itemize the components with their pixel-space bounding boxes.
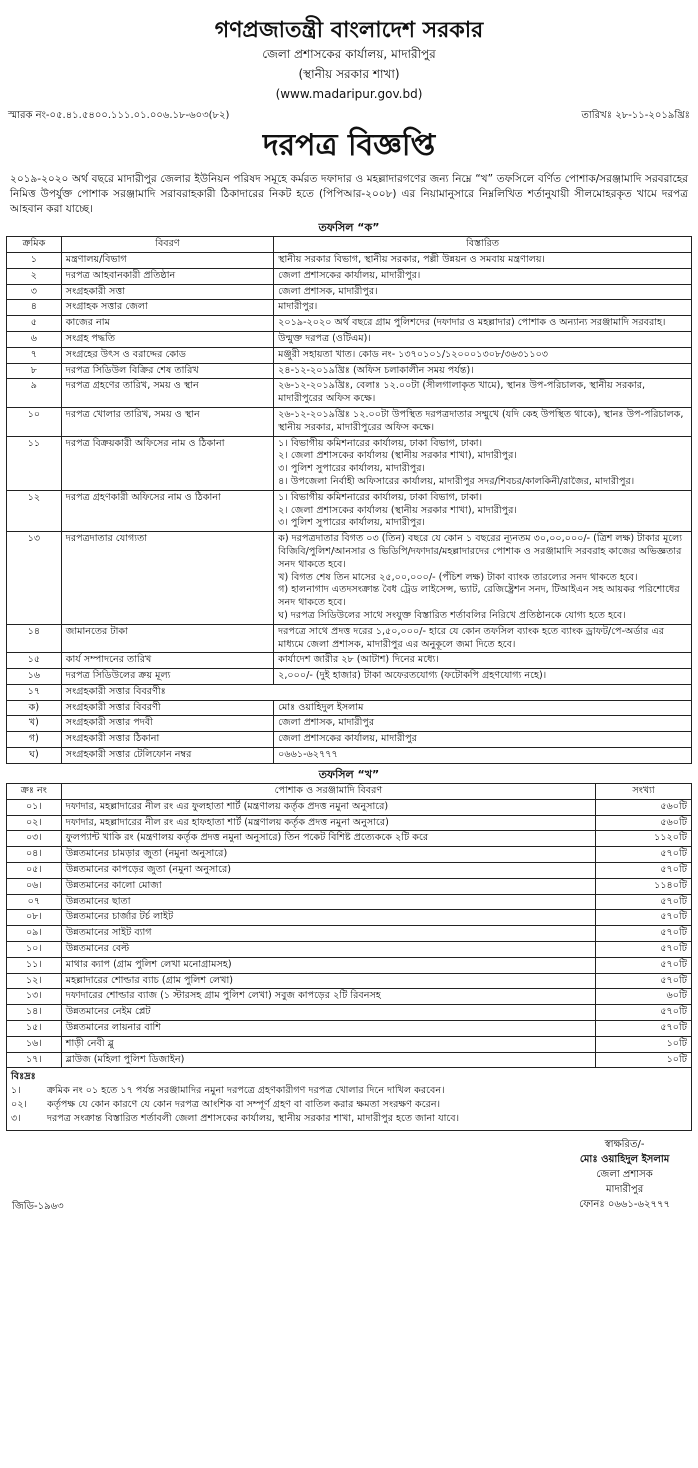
item-serial: ০৩। [7,831,62,847]
table-row [7,316,692,332]
item-serial: ০৪। [7,847,62,863]
note-number: ০২। [11,1099,27,1111]
table-row [7,684,692,700]
row-serial: ১ [7,252,62,268]
signed-label: স্বাক্ষরিত/- [604,1139,645,1151]
row-serial: ১১ [7,436,62,490]
item-quantity: ৫৭০টি [596,926,692,942]
item-quantity: ৫৭০টি [596,957,692,973]
row-detail: ২৬-১২-২০১৯খ্রিঃ ১২.০০টা উপস্থিত দরপত্রদাতার সম্মুখে (যদি কেহ উপস্থিত থাকে), স্থানঃ উপ-পরিচালক, স্থানীয় সরকার, মাদারীপুরের অফিস কক্ষে। [274,407,692,436]
table-row [7,1036,692,1052]
schedule-ka-title: তফসিল “ক” [318,221,380,234]
item-quantity: ৫৭০টি [596,973,692,989]
intro-paragraph: ২০১৯-২০২০ অর্থ বছরে মাদারীপুর জেলার ইউনিয়ন পরিষদ সমূহে কর্মরত দফাদার ও মহল্লাদারগণের জন্য নিম্নে “খ” তফসিলে বর্ণিত পোশাক/সরঞ্জামাদি সরবরাহের নিমিত্ত উপর্যুক্ত পোশাক সরঞ্জামাদি সরাবরাহকারী ঠিকাদারের নিকট হতে (পিপিআর-২০০৮) এর নিয়ামানুসারে নিম্নলিখিত শর্তানুযায়ী সীলমোহরকৃত খামে দরপত্র আহবান করা যাচ্ছে। [10,173,688,215]
row-detail: জেলা প্রশাসক, মাদারীপুর। [274,284,692,300]
note-text: ক্রমিক নং ০১ হতে ১৭ পর্যন্ত সরঞ্জামাদির নমুনা দরপত্রে গ্রহণকারীগণ দরপত্র খোলার দিনে দাখিল করবেন। [47,1085,445,1097]
note-item [11,1112,687,1126]
item-description: ফুলপ্যান্ট খাকি রং (মন্ত্রণালয় কর্তৃক প্রদত্ত নমুনা অনুসারে) তিন পকেট বিশিষ্ট প্রত্যেককে ২টি করে [61,831,595,847]
row-serial: ৮ [7,363,62,379]
table-row [7,831,692,847]
signature-block [579,1137,670,1212]
row-item: সংগ্রহকারী সত্তার বিবরণী [61,700,273,716]
memo-row [6,110,692,122]
header-description: পোশাক ও সরঞ্জামাদি বিবরণ [61,784,595,800]
row-serial: ১৪ [7,624,62,653]
item-serial: ০১। [7,799,62,815]
row-serial: ১৫ [7,653,62,669]
item-description: দফাদার, মহল্লাদারের নীল রং এর ফুলহাতা শার্ট (মন্ত্রণালয় কর্তৃক প্রদত্ত নমুনা অনুসারে) [61,799,595,815]
table-row [7,863,692,879]
table-row [7,300,692,316]
list-item: ১। বিভাগীয় কমিশনারের কার্যালয়, ঢাকা বিভাগ, ঢাকা। [278,437,483,449]
list-item: ৪। উপজেলা নির্বাহী অফিসারের কার্যালয়, মাদারীপুর সদর/শিবচর/কালকিনী/রাজৈর, মাদারীপুর। [278,475,635,487]
gd-number: জিডি-১৯৬৩ [12,1201,64,1213]
website: (www.madaripur.gov.bd) [275,87,423,101]
item-description: মহল্লাদারের শোল্ডার ব্যাচ (গ্রাম পুলিশ লেখা) [61,973,595,989]
row-serial: গ) [7,732,62,748]
table-row [7,268,692,284]
row-detail: জেলা প্রশাসকের কার্যালয়, মাদারীপুর [274,732,692,748]
note-item [11,1084,687,1098]
item-quantity: ৫৬০টি [596,815,692,831]
row-item: সংগ্রহকারী সত্তার টেলিফোন নম্বর [61,748,273,764]
item-quantity: ৫৭০টি [596,847,692,863]
signatory-place: মাদারীপুর [605,1184,644,1196]
item-serial: ১৭। [7,1052,62,1068]
item-serial: ১২। [7,973,62,989]
row-detail: ০৬৬১-৬২৭৭৭ [274,748,692,764]
row-serial: ৪ [7,300,62,316]
row-detail: কার্যাদেশ জারীর ২৮ (আটাশ) দিনের মধ্যে। [274,653,692,669]
row-detail: উন্মুক্ত দরপত্র (ওটিএম)। [274,331,692,347]
row-serial: ১৩ [7,532,62,625]
table-row [7,957,692,973]
item-serial: ১৪। [7,1005,62,1021]
row-serial: ১৬ [7,669,62,685]
row-serial: খ) [7,716,62,732]
table-row [7,894,692,910]
row-detail: মাদারীপুর। [274,300,692,316]
table-row [7,653,692,669]
table-row [7,669,692,685]
table-row [7,347,692,363]
table-row [7,490,692,531]
row-item: সংগ্রহ পদ্ধতি [61,331,273,347]
table-row [7,331,692,347]
row-serial: ১২ [7,490,62,531]
note-text: কর্তৃপক্ষ যে কোন কারণে যে কোন দরপত্র আংশিক বা সম্পূর্ণ গ্রহণ বা বাতিল করার ক্ষমতা সংরক্ষণ করেন। [47,1099,440,1111]
list-item: ৩। পুলিশ সুপারের কার্যালয়, মাদারীপুর। [278,463,425,475]
table-row [7,700,692,716]
row-item: জামানতের টাকা [61,624,273,653]
item-description: মাথার ক্যাপ (গ্রাম পুলিশ লেখা মনোগ্রামসহ) [61,957,595,973]
table-row [7,624,692,653]
list-item: ২। জেলা প্রশাসকের কার্যালয় (স্থানীয় সরকার শাখা), মাদারীপুর। [278,450,517,462]
row-detail: জেলা প্রশাসক, মাদারীপুর [274,716,692,732]
item-description: উন্নতমানের ছাতা [61,894,595,910]
list-item: খ) বিগত শেষ তিন মাসের ২৫,০০,০০০/- (পঁচিশ লক্ষ) টাকা ব্যাংক তারল্যের সনদ থাকতে হবে। [278,571,638,583]
item-serial: ১৫। [7,1021,62,1037]
item-description: ব্লাউজ (মহিলা পুলিশ ডিজাইন) [61,1052,595,1068]
item-quantity: ৬০টি [596,989,692,1005]
header-details: বিস্তারিত [274,237,692,253]
list-item: ২। জেলা প্রশাসকের কার্যালয় (স্থানীয় সরকার শাখা), মাদারীপুর। [278,504,517,516]
row-serial: ১৭ [7,684,62,700]
row-item: দরপত্র খোলার তারিখ, সময় ও স্থান [61,407,273,436]
row-item: সংগ্রহকারী সত্তা [61,284,273,300]
row-item: দরপত্রদাতার যোগ্যতা [61,532,273,625]
signatory-name: মোঃ ওয়াহিদুল ইসলাম [579,1154,670,1166]
eligibility-list [274,532,692,625]
schedule-ka-table [6,236,692,764]
footer [6,1131,692,1241]
notes-section [6,1068,692,1131]
table-row [7,942,692,958]
row-detail: ২৪-১২-২০১৯খ্রিঃ (অফিস চলাকালীন সময় পর্যন্ত)। [274,363,692,379]
table-row [7,815,692,831]
row-serial: ঘ) [7,748,62,764]
item-description: উন্নতমানের বেল্ট [61,942,595,958]
seller-office-list [274,436,692,490]
header-serial: ক্রমিক [7,237,62,253]
row-detail: ২০১৯-২০২০ অর্থ বছরে গ্রাম পুলিশদের (দফাদার ও মহল্লাদার) পোশাক ও অন্যান্য সরঞ্জামাদি সরবরাহ। [274,316,692,332]
row-item: সংগ্রাহক সত্তার জেলা [61,300,273,316]
row-item: কার্য সম্পাদনের তারিখ [61,653,273,669]
row-detail: ২৬-১২-২০১৯খ্রিঃ, বেলাঃ ১২.০০টা (সীলগালাকৃত খামে), স্থানঃ উপ-পরিচালক, স্থানীয় সরকার, মাদারীপুরের অফিস কক্ষে। [274,379,692,408]
row-serial: ৭ [7,347,62,363]
table-row [7,847,692,863]
row-item: সংগ্রহকারী সত্তার বিবরণীঃ [61,684,691,700]
row-item: দরপত্র বিক্রয়কারী অফিসের নাম ও ঠিকানা [61,436,273,490]
item-description: দফাদারের শোল্ডার ব্যাজ (১ স্টারসহ গ্রাম পুলিশ লেখা) সবুজ কাপড়ের ২টি রিবনসহ [61,989,595,1005]
list-item: গ) হালনাগাদ এতদসংক্রান্ত বৈধ ট্রেড লাইসেন্স, ভ্যাট, রেজিষ্ট্রেশন সনদ, টিআইএন সহ আয়কর পরিশোধের সনদ থাকতে হবে। [278,584,680,609]
branch-name: (স্থানীয় সরকার শাখা) [298,67,400,81]
item-serial: ০৮। [7,910,62,926]
row-item: দরপত্র সিডিউল বিক্রির শেষ তারিখ [61,363,273,379]
header-description: বিবরণ [61,237,273,253]
row-item: দরপত্র সিডিউলের ক্রয় মূল্য [61,669,273,685]
row-detail: দরপত্রে সাথে প্রদত্ত দরের ১,৫০,০০০/- হারে যে কোন তফসিল ব্যাংক হতে ব্যাংক ড্রাফট/পে-অর্ডার এর মাধ্যমে জেলা প্রশাসক, মাদারীপুর এর অনুকূলে জমা দিতে হবে। [274,624,692,653]
note-text: দরপত্র সংক্রান্ত বিস্তারিত শর্তাবলী জেলা প্রশাসকের কার্যালয়, স্থানীয় সরকার শাখা, মাদারীপুর হতে জানা যাবে। [47,1113,460,1125]
item-description: উন্নতমানের চার্জার টর্চ লাইট [61,910,595,926]
list-item: ১। বিভাগীয় কমিশনারের কার্যালয়, ঢাকা বিভাগ, ঢাকা। [278,491,483,503]
item-description: উন্নতমানের নেইম প্লেট [61,1005,595,1021]
item-serial: ০৭ [7,894,62,910]
schedule-kha-table [6,783,692,1068]
table-row [7,989,692,1005]
list-item: ঘ) দরপত্র সিডিউলের সাথে সংযুক্ত বিস্তারিত শর্তাবলির নিরিখে প্রতিষ্ঠানকে যোগ্য হতে হবে। [278,609,626,621]
row-serial: ৫ [7,316,62,332]
row-detail: ২,০০০/- (দুই হাজার) টাকা অফেরতযোগ্য (ফটোকপি গ্রহণযোগ্য নহে)। [274,669,692,685]
row-item: দরপত্র গ্রহণকারী অফিসের নাম ও ঠিকানা [61,490,273,531]
row-detail: মঞ্জুরী সহায়তা খাত। কোড নং- ১৩৭০১০১/১২০০০১৩০৮/৩৬৩১১০৩ [274,347,692,363]
memo-number: স্মারক নং-০৫.৪১.৫৪০০.১১১.০১.০০৬.১৮-৬০৩(৮২) [8,110,230,121]
row-serial: ক) [7,700,62,716]
table-row [7,878,692,894]
table-row [7,252,692,268]
signatory-designation: জেলা প্রশাসক [596,1169,653,1181]
row-item: দরপত্র গ্রহণের তারিখ, সময় ও স্থান [61,379,273,408]
item-description: শাড়ী নেবী ব্লু [61,1036,595,1052]
table-row [7,379,692,408]
item-description: উন্নতমানের লায়নার বাশি [61,1021,595,1037]
table-row [7,436,692,490]
row-item: দরপত্র আহবানকারী প্রতিষ্ঠান [61,268,273,284]
item-quantity: ১০টি [596,1036,692,1052]
item-serial: ০৬। [7,878,62,894]
row-detail: জেলা প্রশাসকের কার্যালয়, মাদারীপুর। [274,268,692,284]
item-quantity: ১১২০টি [596,831,692,847]
item-description: দফাদার, মহল্লাদারের নীল রং এর হাফহাতা শার্ট (মন্ত্রণালয় কর্তৃক প্রদত্ত নমুনা অনুসারে) [61,815,595,831]
row-item: কাজের নাম [61,316,273,332]
table-row [7,799,692,815]
item-serial: ১০। [7,942,62,958]
table-row [7,1021,692,1037]
table-row [7,716,692,732]
row-serial: ৬ [7,331,62,347]
item-serial: ১১। [7,957,62,973]
item-quantity: ৫৭০টি [596,942,692,958]
item-description: উন্নতমানের সাইট ব্যাগ [61,926,595,942]
row-item: সংগ্রহকারী সত্তার ঠিকানা [61,732,273,748]
item-quantity: ১০টি [596,1052,692,1068]
table-header-row [7,237,692,253]
row-serial: ৩ [7,284,62,300]
row-serial: ৯ [7,379,62,408]
row-serial: ১০ [7,407,62,436]
item-description: উন্নতমানের চামড়ার জুতা (নমুনা অনুসারে) [61,847,595,863]
memo-date: তারিখঃ ২৮-১১-২০১৯খ্রিঃ [581,110,690,121]
table-row [7,532,692,625]
notice-header [6,16,692,104]
table-row [7,407,692,436]
table-row [7,1052,692,1068]
table-row [7,926,692,942]
row-detail: মোঃ ওয়াহিদুল ইসলাম [274,700,692,716]
notice-title: দরপত্র বিজ্ঞপ্তি [262,128,436,163]
item-serial: ১৩। [7,989,62,1005]
row-detail: স্থানীয় সরকার বিভাগ, স্থানীয় সরকার, পল্লী উন্নয়ন ও সমবায় মন্ত্রণালয়। [274,252,692,268]
item-quantity: ৫৭০টি [596,1021,692,1037]
row-item: সংগ্রহকারী সত্তার পদবী [61,716,273,732]
list-item: ৩। পুলিশ সুপারের কার্যালয়, মাদারীপুর। [278,517,425,529]
table-row [7,363,692,379]
item-quantity: ৫৭০টি [596,863,692,879]
table-row [7,973,692,989]
list-item: ক) দরপত্রদাতার বিগত ০৩ (তিন) বছরে যে কোন ১ বছরের ন্যূনতম ৩০,০০,০০০/- (ত্রিশ লক্ষ) টাকার মূল্যে বিজিবি/পুলিশ/আনসার ও ভিডিপি/দফাদার/মহল্লাদারদের পোশাক ও সরঞ্জামাদি সরবরাহ কাজের অভিজ্ঞতার সনদ থাকতে হবে। [278,533,683,570]
table-row [7,1005,692,1021]
note-item [11,1098,687,1112]
table-row [7,284,692,300]
item-quantity: ৫৬০টি [596,799,692,815]
item-serial: ০২। [7,815,62,831]
row-serial: ২ [7,268,62,284]
header-quantity: সংখ্যা [596,784,692,800]
office-name: জেলা প্রশাসকের কার্যালয়, মাদারীপুর [262,47,436,61]
gov-title: গণপ্রজাতন্ত্রী বাংলাদেশ সরকার [214,17,484,43]
item-serial: ১৬। [7,1036,62,1052]
receiver-office-list [274,490,692,531]
schedule-kha-title: তফসিল “খ” [318,767,380,781]
item-serial: ০৯। [7,926,62,942]
row-item: মন্ত্রণালয়/বিভাগ [61,252,273,268]
item-quantity: ৫৭০টি [596,910,692,926]
note-number: ১। [11,1085,21,1097]
item-quantity: ৫৭০টি [596,1005,692,1021]
item-quantity: ১১৪০টি [596,878,692,894]
item-description: উন্নতমানের কাপড়ের জুতা (নমুনা অনুসারে) [61,863,595,879]
note-number: ৩। [11,1113,21,1125]
item-quantity: ৫৭০টি [596,894,692,910]
table-row [7,910,692,926]
table-row [7,732,692,748]
item-description: উন্নতমানের কালো মোজা [61,878,595,894]
row-item: সংগ্রহের উৎস ও বরাদ্দের কোড [61,347,273,363]
header-serial: ক্রঃ নং [7,784,62,800]
table-header-row [7,784,692,800]
notes-heading: বিঃদ্রঃ [11,1071,36,1083]
item-serial: ০৫। [7,863,62,879]
table-row [7,748,692,764]
signatory-phone: ফোনঃ ০৬৬১-৬২৭৭৭ [579,1199,670,1211]
